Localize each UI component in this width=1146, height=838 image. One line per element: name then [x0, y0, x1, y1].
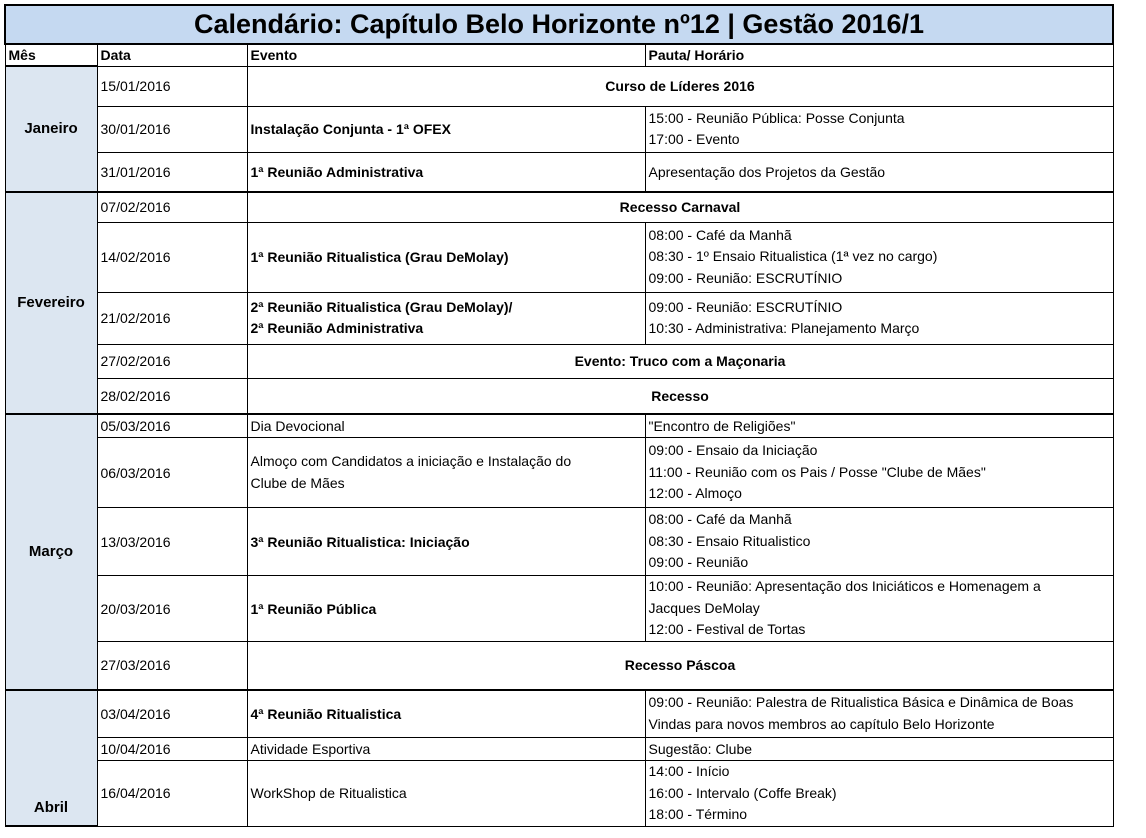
- row-pauta: 09:00 - Ensaio da Iniciação 11:00 - Reunião com os Pais / Posse "Clube de Mães" 12:00 - Almoço: [645, 438, 1113, 508]
- row-date: 05/03/2016: [97, 414, 247, 438]
- row-span-event: Recesso Carnaval: [247, 192, 1113, 222]
- month-janeiro: Janeiro: [5, 66, 97, 192]
- row-pauta: Sugestão: Clube: [645, 738, 1113, 761]
- row-date: 03/04/2016: [97, 690, 247, 738]
- header-data: Data: [97, 44, 247, 66]
- row-date: 07/02/2016: [97, 192, 247, 222]
- row-date: 20/03/2016: [97, 576, 247, 642]
- row-pauta: 09:00 - Reunião: Palestra de Ritualistica Básica e Dinâmica de Boas Vindas para novos membros ao capítulo Belo Horizonte: [645, 690, 1113, 738]
- header-mes: Mês: [5, 44, 97, 66]
- row-date: 21/02/2016: [97, 292, 247, 344]
- row-pauta: 08:00 - Café da Manhã 08:30 - Ensaio Ritualistico 09:00 - Reunião: [645, 508, 1113, 576]
- calendar-table: [4, 4, 1114, 827]
- row-date: 06/03/2016: [97, 438, 247, 508]
- row-event: 1ª Reunião Ritualistica (Grau DeMolay): [247, 222, 645, 292]
- row-event: 3ª Reunião Ritualistica: Iniciação: [247, 508, 645, 576]
- row-pauta: 09:00 - Reunião: ESCRUTÍNIO 10:30 - Administrativa: Planejamento Março: [645, 292, 1113, 344]
- row-date: 15/01/2016: [97, 66, 247, 106]
- row-event: 1ª Reunião Pública: [247, 576, 645, 642]
- row-date: 27/03/2016: [97, 642, 247, 690]
- row-date: 14/02/2016: [97, 222, 247, 292]
- row-pauta: Apresentação dos Projetos da Gestão: [645, 152, 1113, 192]
- row-date: 10/04/2016: [97, 738, 247, 761]
- row-date: 28/02/2016: [97, 378, 247, 414]
- row-pauta: "Encontro de Religiões": [645, 414, 1113, 438]
- row-date: 13/03/2016: [97, 508, 247, 576]
- row-event: 2ª Reunião Ritualistica (Grau DeMolay)/ 2ª Reunião Administrativa: [247, 292, 645, 344]
- row-event: Instalação Conjunta - 1ª OFEX: [247, 106, 645, 152]
- row-event: 1ª Reunião Administrativa: [247, 152, 645, 192]
- calendar-title: Calendário: Capítulo Belo Horizonte nº12 | Gestão 2016/1: [5, 5, 1113, 44]
- row-event: WorkShop de Ritualistica: [247, 761, 645, 827]
- month-abril: Abril: [5, 690, 97, 827]
- row-pauta: 15:00 - Reunião Pública: Posse Conjunta 17:00 - Evento: [645, 106, 1113, 152]
- row-span-event: Evento: Truco com a Maçonaria: [247, 344, 1113, 378]
- row-pauta: 08:00 - Café da Manhã 08:30 - 1º Ensaio Ritualistica (1ª vez no cargo) 09:00 - Reunião: ESCRUTÍNIO: [645, 222, 1113, 292]
- row-event: Almoço com Candidatos a iniciação e Instalação do Clube de Mães: [247, 438, 645, 508]
- row-date: 31/01/2016: [97, 152, 247, 192]
- row-pauta: 10:00 - Reunião: Apresentação dos Iniciáticos e Homenagem a Jacques DeMolay 12:00 - Festival de Tortas: [645, 576, 1113, 642]
- row-date: 30/01/2016: [97, 106, 247, 152]
- row-event: Atividade Esportiva: [247, 738, 645, 761]
- row-date: 27/02/2016: [97, 344, 247, 378]
- row-event: Dia Devocional: [247, 414, 645, 438]
- row-span-event: Curso de Líderes 2016: [247, 66, 1113, 106]
- header-pauta: Pauta/ Horário: [645, 44, 1113, 66]
- row-span-event: Recesso Páscoa: [247, 642, 1113, 690]
- row-pauta: 14:00 - Início 16:00 - Intervalo (Coffe Break) 18:00 - Término: [645, 761, 1113, 827]
- row-event: 4ª Reunião Ritualistica: [247, 690, 645, 738]
- row-date: 16/04/2016: [97, 761, 247, 827]
- month-fevereiro: Fevereiro: [5, 192, 97, 414]
- month-marco: Março: [5, 414, 97, 690]
- header-evento: Evento: [247, 44, 645, 66]
- row-span-event: Recesso: [247, 378, 1113, 414]
